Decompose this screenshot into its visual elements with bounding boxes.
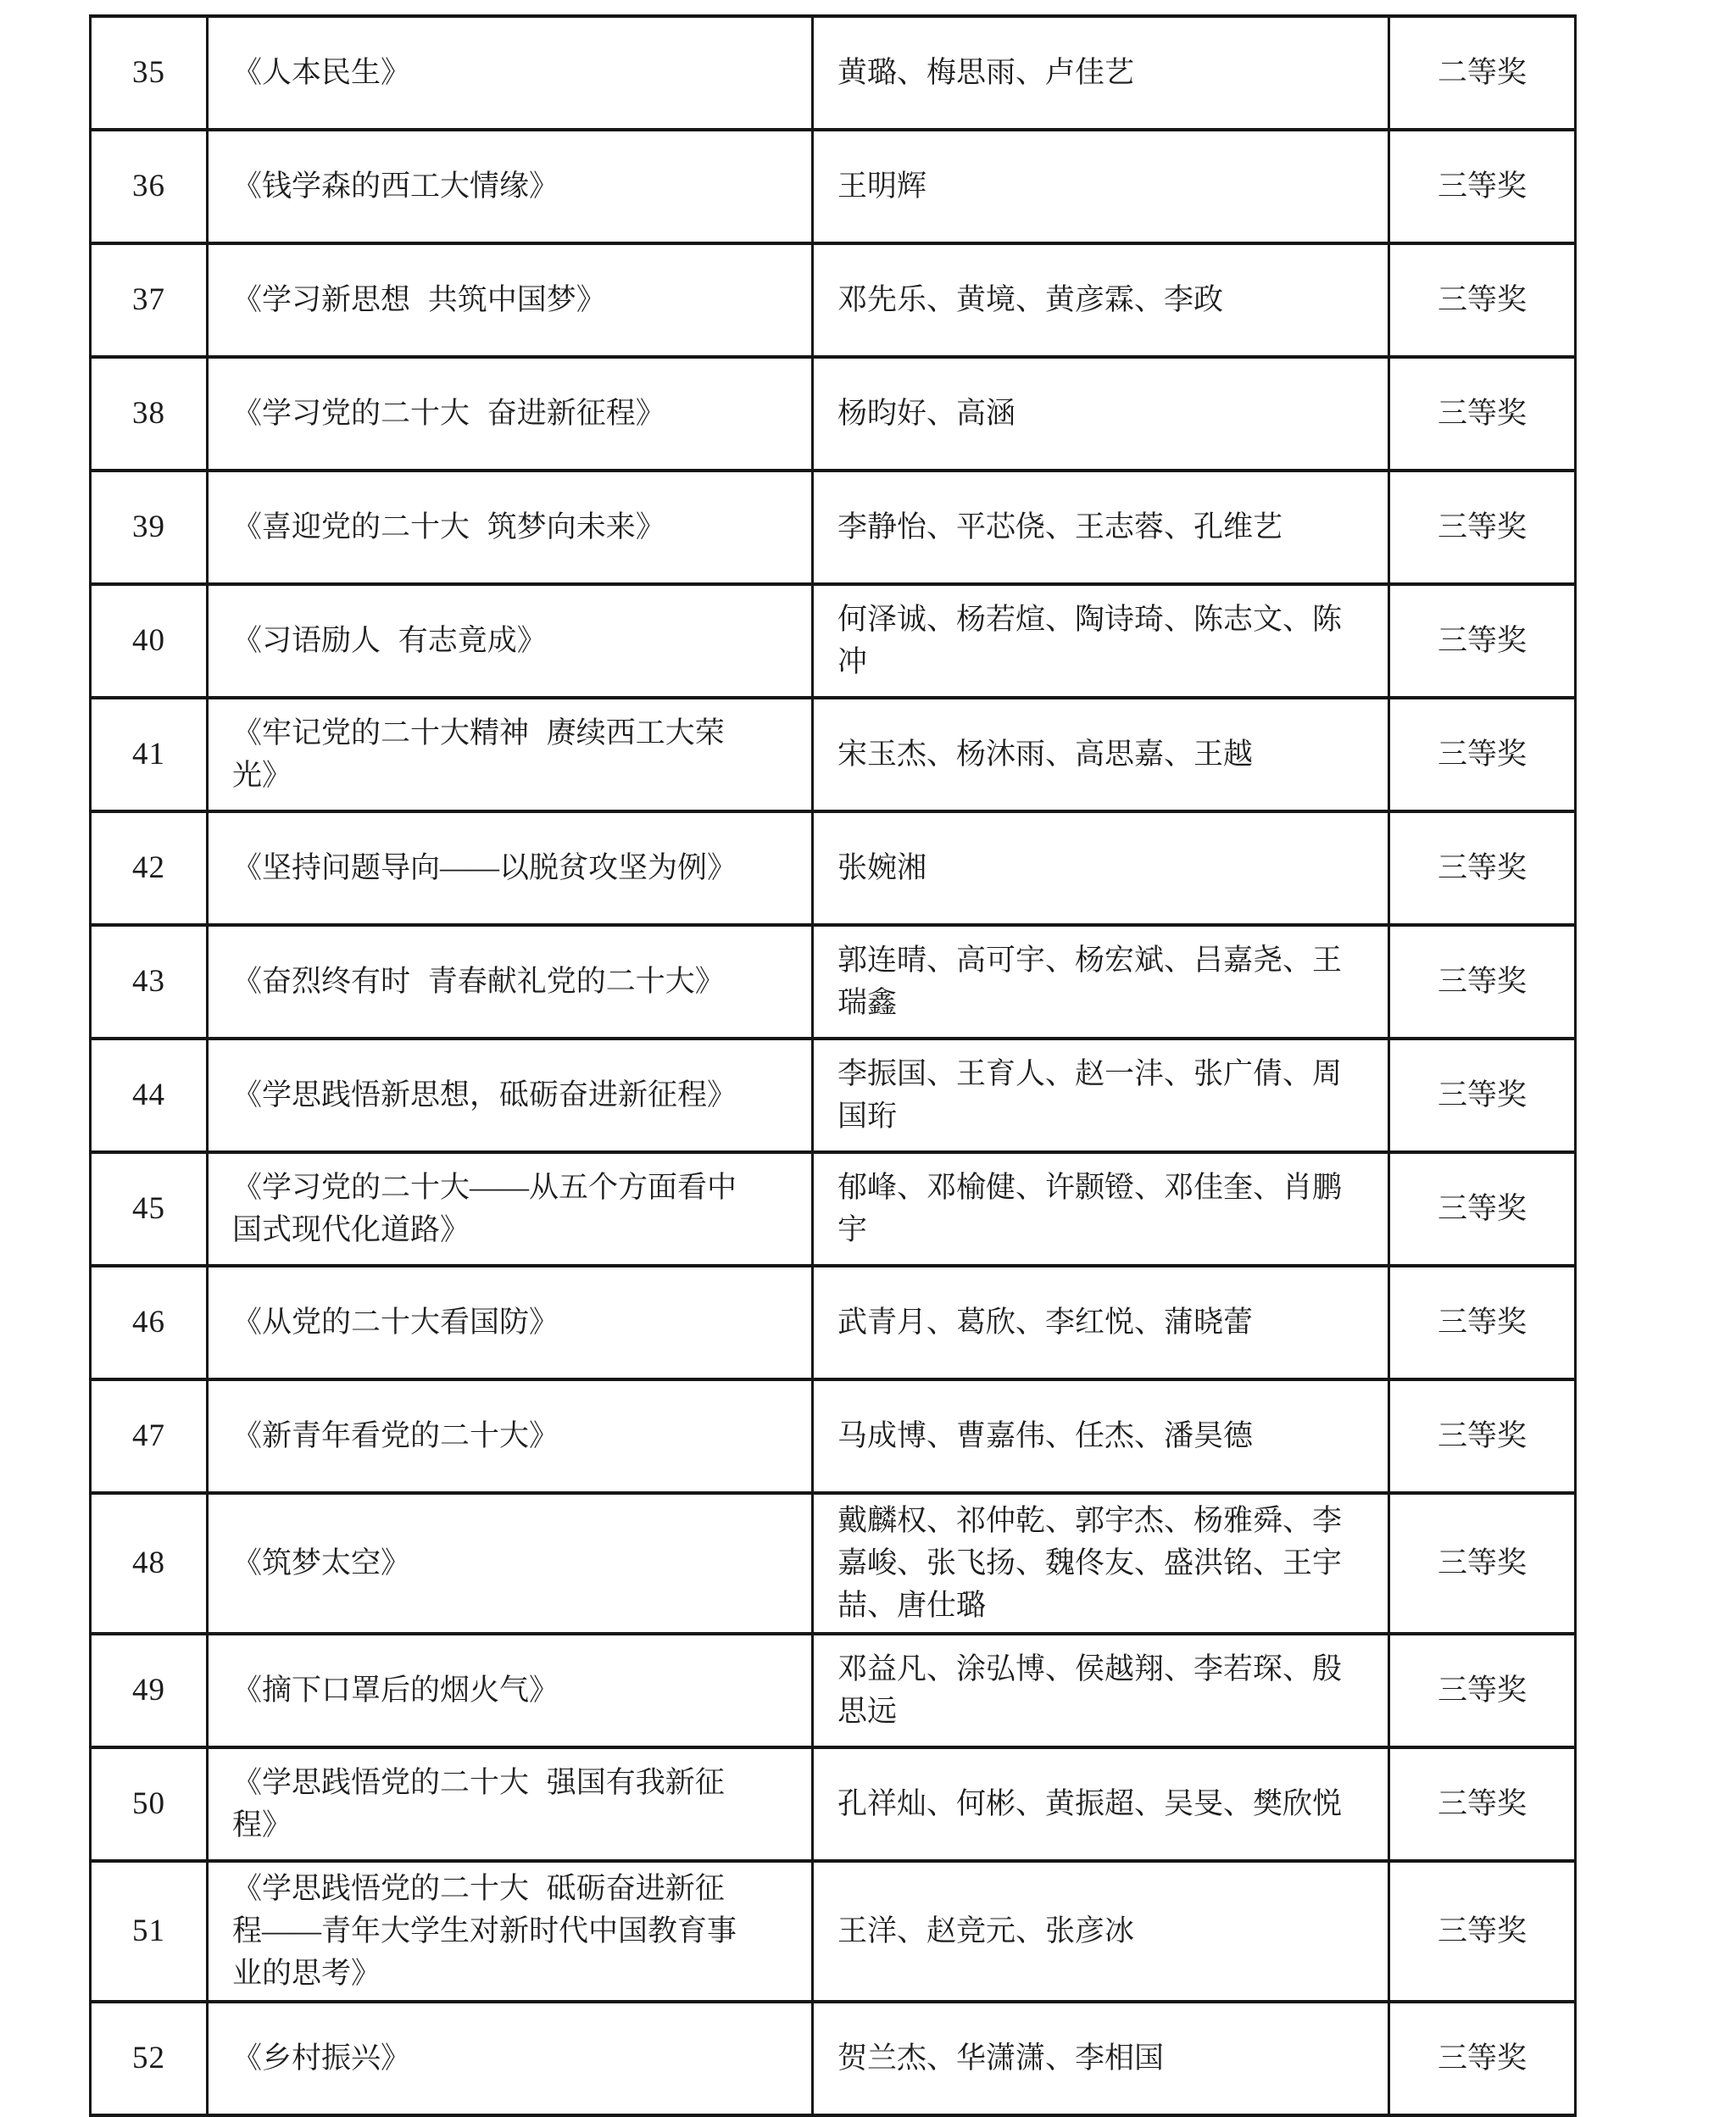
authors-cell	[813, 1747, 1389, 1861]
table-row	[91, 811, 1576, 925]
row-number-cell	[91, 471, 208, 584]
work-title-cell	[208, 1747, 813, 1861]
award-level: 三等奖	[1437, 624, 1527, 657]
row-number: 40	[132, 623, 165, 658]
award-level-cell	[1389, 1266, 1576, 1379]
authors-list: 郭连晴、高可宇、杨宏斌、吕嘉尧、王瑞鑫	[837, 944, 1343, 1019]
award-level-cell	[1389, 1379, 1576, 1493]
award-level-cell	[1389, 925, 1576, 1039]
work-title: 《从党的二十大看国防》	[232, 1306, 559, 1339]
authors-list: 王明辉	[837, 170, 927, 203]
row-number: 41	[132, 737, 165, 772]
row-number: 44	[132, 1078, 165, 1112]
table-row	[91, 1747, 1576, 1861]
work-title: 《摘下口罩后的烟火气》	[232, 1674, 559, 1707]
row-number: 38	[132, 396, 165, 431]
authors-cell	[813, 16, 1389, 130]
authors-list: 邓益凡、涂弘博、侯越翔、李若琛、殷思远	[837, 1652, 1343, 1728]
authors-list: 张婉湘	[837, 851, 927, 884]
row-number: 43	[132, 964, 165, 999]
table-row	[91, 2002, 1576, 2115]
authors-cell	[813, 2002, 1389, 2115]
work-title-cell	[208, 2002, 813, 2115]
table-row	[91, 243, 1576, 357]
work-title-cell	[208, 1379, 813, 1493]
authors-cell	[813, 1861, 1389, 2002]
award-level: 三等奖	[1437, 1078, 1527, 1111]
work-title-cell	[208, 357, 813, 471]
authors-list: 李振国、王育人、赵一沣、张广倩、周国珩	[837, 1057, 1343, 1133]
row-number-cell	[91, 357, 208, 471]
work-title: 《学习党的二十大——从五个方面看中国式现代化道路》	[232, 1171, 737, 1246]
work-title-cell	[208, 130, 813, 243]
work-title-cell	[208, 243, 813, 357]
table-row	[91, 130, 1576, 243]
work-title-cell	[208, 16, 813, 130]
row-number-cell	[91, 243, 208, 357]
row-number-cell	[91, 811, 208, 925]
table-row	[91, 584, 1576, 698]
work-title-cell	[208, 1861, 813, 2002]
work-title: 《坚持问题导向——以脱贫攻坚为例》	[232, 851, 737, 884]
work-title-cell	[208, 1493, 813, 1634]
award-level: 三等奖	[1437, 851, 1527, 884]
work-title-cell	[208, 811, 813, 925]
work-title: 《牢记党的二十大精神 赓续西工大荣光》	[232, 716, 725, 792]
authors-cell	[813, 1634, 1389, 1747]
table-row	[91, 357, 1576, 471]
row-number: 45	[132, 1191, 165, 1226]
work-title-cell	[208, 1266, 813, 1379]
table-row	[91, 925, 1576, 1039]
authors-list: 郁峰、邓榆健、许颢镫、邓佳奎、肖鹏宇	[837, 1171, 1343, 1246]
award-level: 三等奖	[1437, 1192, 1527, 1225]
table-row	[91, 1379, 1576, 1493]
work-title-cell	[208, 1634, 813, 1747]
table-row	[91, 16, 1576, 130]
table-row	[91, 1152, 1576, 1266]
award-level-cell	[1389, 1039, 1576, 1152]
work-title-cell	[208, 1152, 813, 1266]
work-title: 《钱学森的西工大情缘》	[232, 170, 559, 203]
row-number-cell	[91, 1039, 208, 1152]
row-number-cell	[91, 2002, 208, 2115]
row-number: 42	[132, 850, 165, 885]
authors-cell	[813, 1493, 1389, 1634]
award-level-cell	[1389, 698, 1576, 811]
authors-list: 黄璐、梅思雨、卢佳艺	[837, 56, 1135, 89]
award-level: 三等奖	[1437, 1419, 1527, 1452]
award-level-cell	[1389, 16, 1576, 130]
authors-cell	[813, 471, 1389, 584]
work-title: 《学习党的二十大 奋进新征程》	[232, 397, 665, 430]
award-level: 二等奖	[1437, 56, 1527, 89]
award-level: 三等奖	[1437, 397, 1527, 430]
row-number: 47	[132, 1418, 165, 1453]
work-title: 《喜迎党的二十大 筑梦向未来》	[232, 510, 665, 543]
row-number-cell	[91, 698, 208, 811]
work-title: 《习语励人 有志竟成》	[232, 624, 547, 657]
award-level: 三等奖	[1437, 283, 1527, 316]
work-title: 《人本民生》	[232, 56, 411, 89]
row-number-cell	[91, 1861, 208, 2002]
work-title: 《乡村振兴》	[232, 2042, 411, 2075]
row-number: 35	[132, 55, 165, 90]
authors-cell	[813, 811, 1389, 925]
authors-cell	[813, 1379, 1389, 1493]
award-level-cell	[1389, 130, 1576, 243]
table-row	[91, 1861, 1576, 2002]
row-number: 46	[132, 1305, 165, 1340]
authors-cell	[813, 357, 1389, 471]
table-row	[91, 1493, 1576, 1634]
authors-cell	[813, 925, 1389, 1039]
row-number: 48	[132, 1546, 165, 1580]
row-number-cell	[91, 1493, 208, 1634]
authors-list: 邓先乐、黄境、黄彦霖、李政	[837, 283, 1224, 316]
award-level: 三等奖	[1437, 170, 1527, 203]
work-title-cell	[208, 471, 813, 584]
work-title: 《学思践悟党的二十大 砥砺奋进新征程——青年大学生对新时代中国教育事业的思考》	[232, 1872, 737, 1990]
row-number: 50	[132, 1786, 165, 1821]
row-number-cell	[91, 1266, 208, 1379]
row-number-cell	[91, 1152, 208, 1266]
authors-list: 戴麟权、祁仲乾、郭宇杰、杨雅舜、李嘉峻、张飞扬、魏佟友、盛洪铭、王宇喆、唐仕璐	[837, 1504, 1343, 1622]
authors-cell	[813, 1266, 1389, 1379]
authors-list: 贺兰杰、华潇潇、李相国	[837, 2042, 1165, 2075]
row-number-cell	[91, 584, 208, 698]
work-title: 《学习新思想 共筑中国梦》	[232, 283, 606, 316]
award-level: 三等奖	[1437, 1914, 1527, 1947]
table-row	[91, 1634, 1576, 1747]
award-level: 三等奖	[1437, 1674, 1527, 1707]
work-title: 《学思践悟新思想，砥砺奋进新征程》	[232, 1078, 737, 1111]
award-level-cell	[1389, 243, 1576, 357]
award-level-cell	[1389, 1493, 1576, 1634]
work-title: 《学思践悟党的二十大 强国有我新征程》	[232, 1766, 725, 1841]
row-number: 51	[132, 1914, 165, 1948]
table-row	[91, 1039, 1576, 1152]
row-number: 52	[132, 2041, 165, 2075]
authors-list: 杨昀好、高涵	[837, 397, 1016, 430]
authors-cell	[813, 1152, 1389, 1266]
award-level-cell	[1389, 1634, 1576, 1747]
row-number: 49	[132, 1673, 165, 1708]
award-level-cell	[1389, 584, 1576, 698]
table-row	[91, 471, 1576, 584]
award-level-cell	[1389, 2002, 1576, 2115]
row-number: 37	[132, 282, 165, 317]
row-number-cell	[91, 1379, 208, 1493]
work-title: 《新青年看党的二十大》	[232, 1419, 559, 1452]
authors-list: 马成博、曹嘉伟、任杰、潘昊德	[837, 1419, 1254, 1452]
award-level: 三等奖	[1437, 1546, 1527, 1579]
award-level-cell	[1389, 471, 1576, 584]
row-number: 36	[132, 169, 165, 203]
award-level: 三等奖	[1437, 510, 1527, 543]
row-number-cell	[91, 130, 208, 243]
table-row	[91, 1266, 1576, 1379]
authors-cell	[813, 1039, 1389, 1152]
work-title: 《筑梦太空》	[232, 1546, 411, 1579]
work-title-cell	[208, 698, 813, 811]
row-number: 39	[132, 510, 165, 544]
award-level: 三等奖	[1437, 1787, 1527, 1820]
authors-list: 宋玉杰、杨沐雨、高思嘉、王越	[837, 738, 1254, 771]
authors-list: 王洋、赵竞元、张彦冰	[837, 1914, 1135, 1947]
authors-list: 孔祥灿、何彬、黄振超、吴旻、樊欣悦	[837, 1787, 1343, 1820]
award-level-cell	[1389, 357, 1576, 471]
award-level: 三等奖	[1437, 2042, 1527, 2075]
work-title-cell	[208, 1039, 813, 1152]
work-title-cell	[208, 584, 813, 698]
award-level: 三等奖	[1437, 1306, 1527, 1339]
award-level-cell	[1389, 1152, 1576, 1266]
award-level: 三等奖	[1437, 965, 1527, 998]
award-table	[89, 14, 1577, 2117]
authors-cell	[813, 584, 1389, 698]
award-level-cell	[1389, 1747, 1576, 1861]
authors-cell	[813, 698, 1389, 811]
award-level-cell	[1389, 1861, 1576, 2002]
award-level-cell	[1389, 811, 1576, 925]
row-number-cell	[91, 925, 208, 1039]
work-title-cell	[208, 925, 813, 1039]
table-row	[91, 698, 1576, 811]
row-number-cell	[91, 16, 208, 130]
authors-list: 何泽诚、杨若煊、陶诗琦、陈志文、陈冲	[837, 603, 1343, 678]
authors-cell	[813, 243, 1389, 357]
award-level: 三等奖	[1437, 738, 1527, 771]
authors-cell	[813, 130, 1389, 243]
authors-list: 李静怡、平芯侥、王志蓉、孔维艺	[837, 510, 1283, 543]
row-number-cell	[91, 1747, 208, 1861]
work-title: 《奋烈终有时 青春献礼党的二十大》	[232, 965, 725, 998]
row-number-cell	[91, 1634, 208, 1747]
authors-list: 武青月、葛欣、李红悦、蒲晓蕾	[837, 1306, 1254, 1339]
